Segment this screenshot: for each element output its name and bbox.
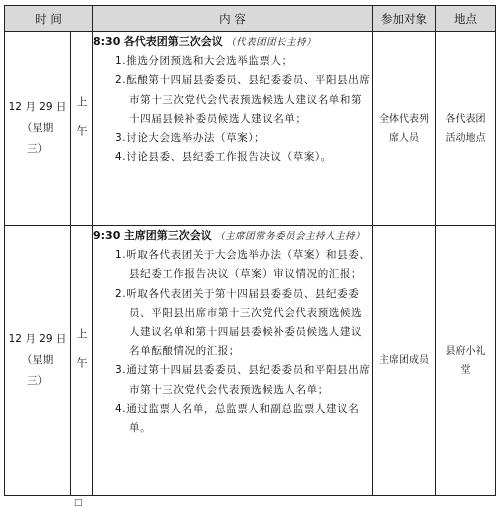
session-title: 各代表团第三次会议 bbox=[123, 35, 223, 48]
session-host: （代表团团长主持） bbox=[226, 37, 317, 48]
header-content: 内 容 bbox=[93, 6, 373, 32]
weekday-line: （星期 bbox=[21, 354, 54, 366]
table-row bbox=[5, 226, 496, 496]
location-cell bbox=[436, 32, 496, 226]
participants-text: 主席团成员 bbox=[379, 355, 429, 366]
header-row bbox=[5, 6, 496, 32]
agenda-list bbox=[93, 246, 372, 438]
header-location: 地点 bbox=[436, 6, 496, 32]
session-host: （主席团常务委员会主持人主持） bbox=[215, 231, 366, 242]
location-text: 各代表团活动地点 bbox=[445, 113, 486, 144]
location-text: 县府小礼堂 bbox=[445, 345, 486, 376]
date-line: 12 月 29 日 bbox=[8, 333, 67, 345]
date-cell bbox=[5, 226, 71, 496]
half-day-cell bbox=[71, 32, 93, 226]
session-heading bbox=[93, 226, 372, 246]
session-time: 8:30 bbox=[93, 35, 121, 48]
session-title: 主席团第三次会议 bbox=[123, 229, 212, 242]
content-cell bbox=[93, 32, 373, 226]
location-cell bbox=[436, 226, 496, 496]
date-cell bbox=[5, 32, 71, 226]
header-time: 时 间 bbox=[5, 6, 93, 32]
agenda-item: 1.听取各代表团关于大会选举办法（草案）和县委、县纪委工作报告决议（草案）审议情况的汇报； bbox=[115, 249, 371, 281]
participants-cell bbox=[373, 32, 436, 226]
agenda-list bbox=[93, 52, 372, 167]
weekday-line: 三） bbox=[27, 143, 48, 155]
agenda-item: 3.讨论大会选举办法（草案）； bbox=[115, 132, 266, 145]
header-participants: 参加对象 bbox=[373, 6, 436, 32]
stray-mark: □ bbox=[74, 498, 83, 508]
participants-cell bbox=[373, 226, 436, 496]
agenda-item: 1.推选分团预选和大会选举监票人； bbox=[115, 55, 293, 68]
agenda-item: 4.通过监票人名单，总监票人和副总监票人建议名单。 bbox=[115, 402, 360, 435]
agenda-item: 4.讨论县委、县纪委工作报告决议（草案）。 bbox=[115, 151, 332, 164]
table-row bbox=[5, 32, 496, 226]
agenda-item: 2.酝酿第十四届县委委员、县纪委委员、平阳县出席市第十三次党代会代表预选候选人建议名单和第十四届县候补委员候选人建议名单； bbox=[115, 74, 371, 125]
session-heading bbox=[93, 32, 372, 52]
content-cell bbox=[93, 226, 373, 496]
weekday-line: （星期 bbox=[21, 122, 54, 134]
half-day-label: 上午 bbox=[75, 95, 88, 154]
half-day-label: 上午 bbox=[75, 327, 88, 386]
weekday-line: 三） bbox=[27, 375, 48, 387]
date-line: 12 月 29 日 bbox=[8, 101, 67, 113]
half-day-cell bbox=[71, 226, 93, 496]
participants-text: 全体代表列席人员 bbox=[379, 113, 429, 144]
agenda-item: 2.听取各代表团关于第十四届县委委员、县纪委委员、平阳县出席市第十三次党代会代表预选候选人建议名单和第十四届县委候补委员候选人建议名单酝酿情况的汇报； bbox=[115, 287, 363, 358]
schedule-table bbox=[4, 5, 496, 496]
session-time: 9:30 bbox=[93, 229, 121, 242]
agenda-item: 3.通过第十四届县委委员、县纪委委员和平阳县出席市第十三次党代会代表预选候选人名单； bbox=[115, 364, 371, 396]
